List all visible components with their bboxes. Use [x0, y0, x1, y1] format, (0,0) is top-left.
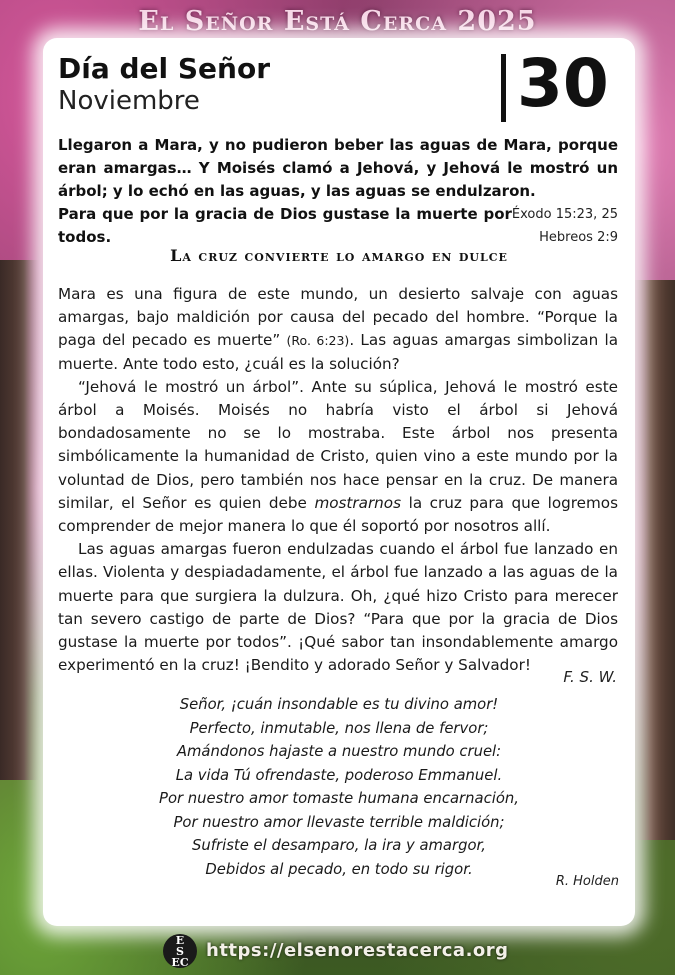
meditation-title: La cruz convierte lo amargo en dulce — [170, 246, 508, 265]
verse-text: Para que por la gracia de Dios gustase la muerte por todos. — [58, 205, 512, 246]
day-name: Día del Señor — [58, 52, 270, 85]
background-tree-trunk-left — [0, 260, 40, 780]
logo-letter-row — [163, 957, 197, 968]
inline-reference: (Ro. 6:23) — [286, 333, 350, 349]
poem-line: Perfecto, inmutable, nos llena de fervor; — [189, 719, 489, 737]
logo-letter: S — [176, 945, 184, 958]
scripture-verses — [58, 134, 618, 249]
footer — [0, 932, 675, 972]
verse-text: Llegaron a Mara, y no pudieron beber las aguas de Mara, porque eran amargas… Y Moisés clamó a Jehová, y Jehová le mostró un árbol; y lo echó en las aguas, y las aguas se endulzaron. — [58, 136, 618, 200]
paragraph-text: . Las aguas amargas simbolizan la muerte. Ante todo esto, ¿cuál es la solución? — [58, 331, 618, 373]
poem-line: La vida Tú ofrendaste, poderoso Emmanuel. — [175, 766, 503, 784]
poem-author: R. Holden — [555, 874, 619, 889]
date-divider — [501, 54, 506, 122]
logo-letter: C — [179, 956, 189, 969]
logo-letter: E — [171, 956, 180, 969]
poem-line: Señor, ¡cuán insondable es tu divino amor! — [179, 696, 499, 713]
publication-title: El Señor Está Cerca 2025 — [138, 6, 537, 37]
paragraph — [58, 283, 618, 376]
poem-line: Por nuestro amor llevaste terrible maldición; — [173, 813, 505, 831]
meditation-author: F. S. W. — [563, 668, 617, 686]
paragraph-text: Mara es una figura de este mundo, un desierto salvaje con aguas amargas, bajo maldición por causa del pecado del hombre. “Porque la paga del pecado es muerte” — [58, 285, 618, 350]
poem — [43, 693, 635, 881]
paragraph: Las aguas amargas fueron endulzadas cuando el árbol fue lanzado en ellas. Violenta y despiadadamente, el árbol fue lanzado a las aguas de la muerte para que surgiera la dulzura. Oh, ¿qué hizo Cristo para merecer tan severo castigo de parte de Dios? “Para que por la gracia de Dios gustase la muerte por todos”. ¡Qué sabor tan insondablemente amargo experimentó en la cruz! ¡Bendito y adorado Señor y Salvador! — [58, 540, 618, 675]
paragraph — [58, 376, 618, 538]
logo-letter: E — [175, 934, 185, 947]
paragraph-text: “Jehová le mostró un árbol”. Ante su súplica, Jehová le mostró este árbol a Moisés. Moisés no habría visto el árbol si Jehová bondadosamente no se lo mostraba. Este árbol nos presenta simbólicamente la humanidad de Cristo, quien vino a este mundo por la voluntad de Dios, pero también nos hace pensar en la cruz. De manera similar, el Señor es quien debe — [58, 377, 618, 512]
verse-reference: Éxodo 15:23, 25 — [511, 207, 618, 222]
background-tree-trunk-right — [630, 280, 675, 840]
poem-line: Debidos al pecado, en todo su rigor. — [205, 860, 473, 878]
poem-line: Amándonos hajaste a nuestro mundo cruel: — [176, 743, 502, 760]
verse-reference: Hebreos 2:9 — [539, 230, 618, 245]
emphasis-text: mostrarnos — [314, 493, 402, 512]
day-number: 30 — [517, 45, 609, 122]
meditation-body — [58, 283, 618, 677]
devotional-card — [43, 38, 635, 926]
verse-1 — [58, 134, 618, 222]
poem-line: Por nuestro amor tomaste humana encarnación, — [159, 790, 519, 807]
publisher-logo-icon — [163, 934, 197, 968]
website-link[interactable]: https://elsenorestacerca.org — [206, 940, 509, 961]
month-name: Noviembre — [58, 86, 200, 116]
paragraph-text: la cruz para que logremos comprender de mejor manera lo que él soportó por nosotros allí. — [58, 493, 619, 536]
poem-line: Sufriste el desamparo, la ira y amargor, — [192, 837, 486, 854]
